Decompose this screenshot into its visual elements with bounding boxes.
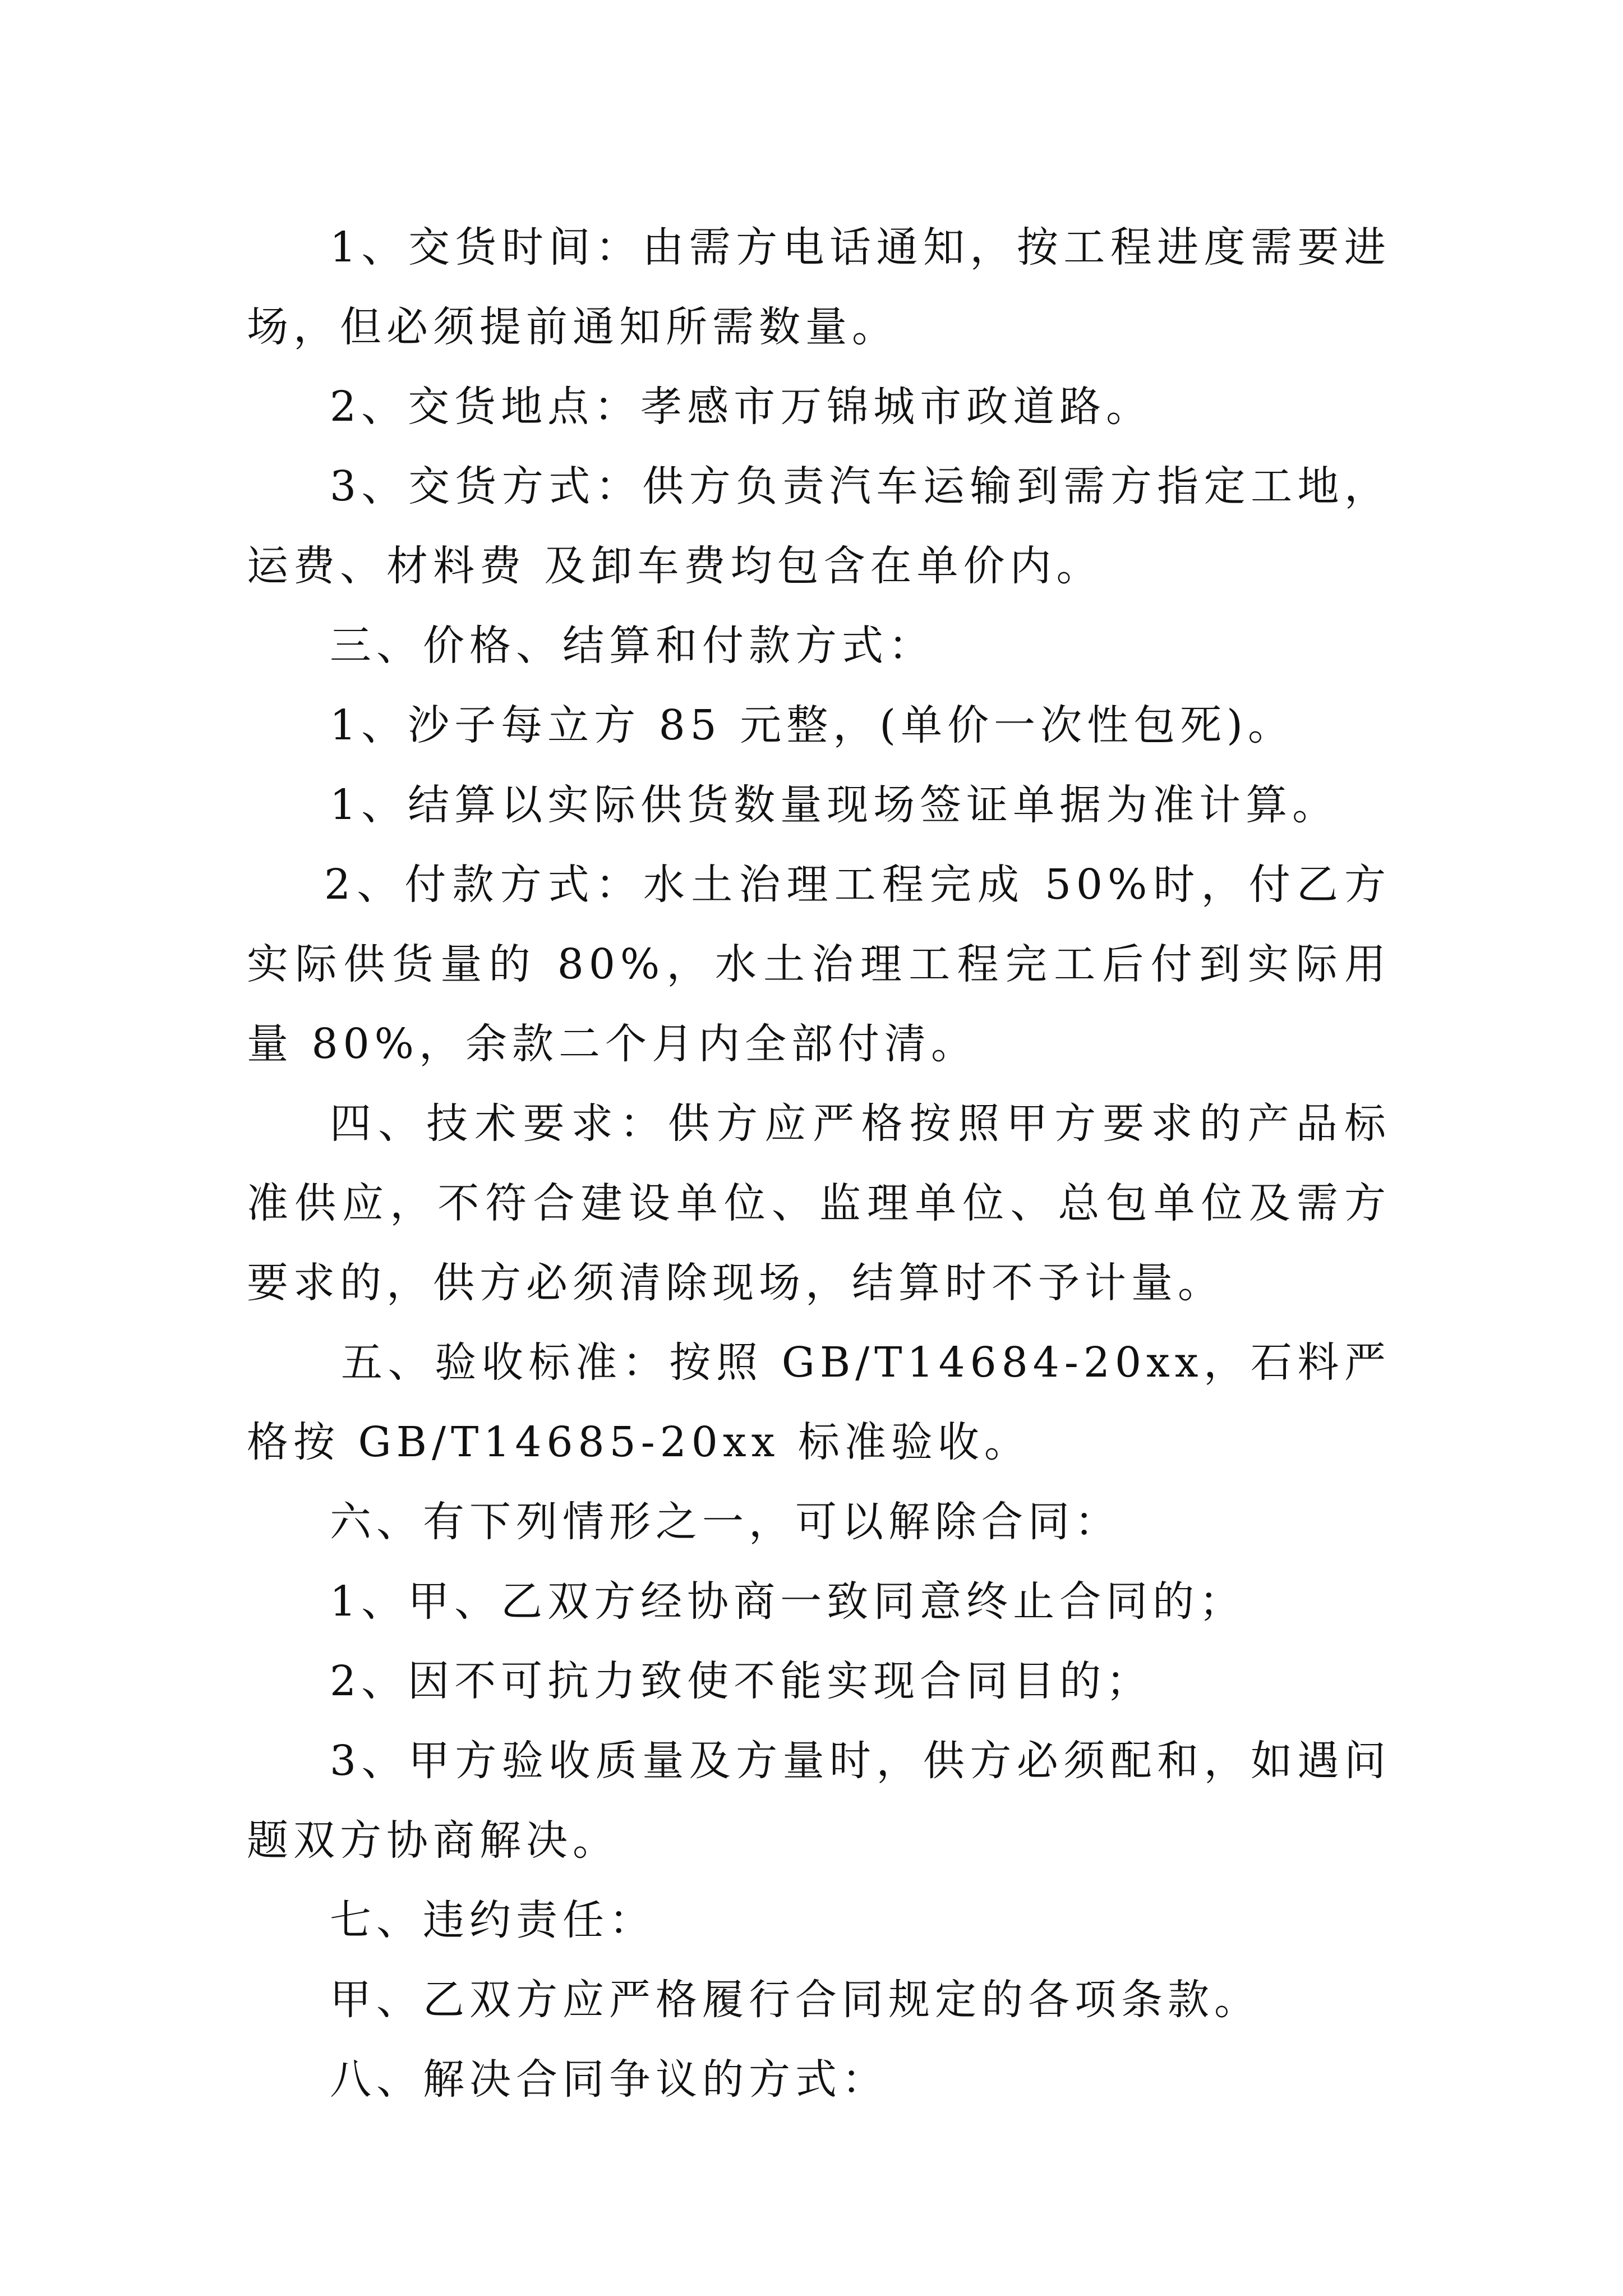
section-heading-contract-termination: 六、有下列情形之一，可以解除合同： bbox=[330, 1498, 1121, 1546]
paragraph-settlement: 1、结算以实际供货数量现场签证单据为准计算。 bbox=[330, 781, 1339, 829]
paragraph-delivery-method: 3、交货方式：供方负责汽车运输到需方指定工地，运费、材料费 及卸车费均包含在单价内。 bbox=[247, 462, 1391, 590]
paragraph-acceptance-cooperation: 3、甲方验收质量及方量时，供方必须配和，如遇问题双方协商解决。 bbox=[247, 1737, 1391, 1865]
document-body bbox=[247, 208, 1391, 2119]
paragraph-delivery-time: 1、交货时间：由需方电话通知，按工程进度需要进场，但必须提前通知所需数量。 bbox=[247, 223, 1391, 351]
section-acceptance-standard: 五、验收标准：按照 GB/T14684-20xx，石料严格按 GB/T14685-20xx 标准验收。 bbox=[247, 1338, 1391, 1466]
paragraph-liability-terms: 甲、乙双方应严格履行合同规定的各项条款。 bbox=[330, 1976, 1261, 2024]
paragraph-termination-force-majeure: 2、因不可抗力致使不能实现合同目的； bbox=[330, 1657, 1153, 1705]
section-heading-price-settlement: 三、价格、结算和付款方式： bbox=[330, 622, 935, 670]
section-heading-dispute-resolution: 八、解决合同争议的方式： bbox=[330, 2055, 888, 2104]
paragraph-sand-price: 1、沙子每立方 85 元整，(单价一次性包死)。 bbox=[330, 701, 1295, 749]
section-heading-liability: 七、违约责任： bbox=[330, 1896, 656, 1944]
section-technical-requirements: 四、技术要求：供方应严格按照甲方要求的产品标准供应，不符合建设单位、监理单位、总包单位及需方要求的，供方必须清除现场，结算时不予计量。 bbox=[247, 1099, 1391, 1307]
paragraph-payment-method: 2、付款方式：水土治理工程完成 50%时，付乙方实际供货量的 80%，水土治理工程完工后付到实际用量 80%，余款二个月内全部付清。 bbox=[247, 861, 1391, 1068]
paragraph-termination-mutual: 1、甲、乙双方经协商一致同意终止合同的； bbox=[330, 1577, 1246, 1626]
paragraph-delivery-location: 2、交货地点：孝感市万锦城市政道路。 bbox=[330, 383, 1153, 431]
